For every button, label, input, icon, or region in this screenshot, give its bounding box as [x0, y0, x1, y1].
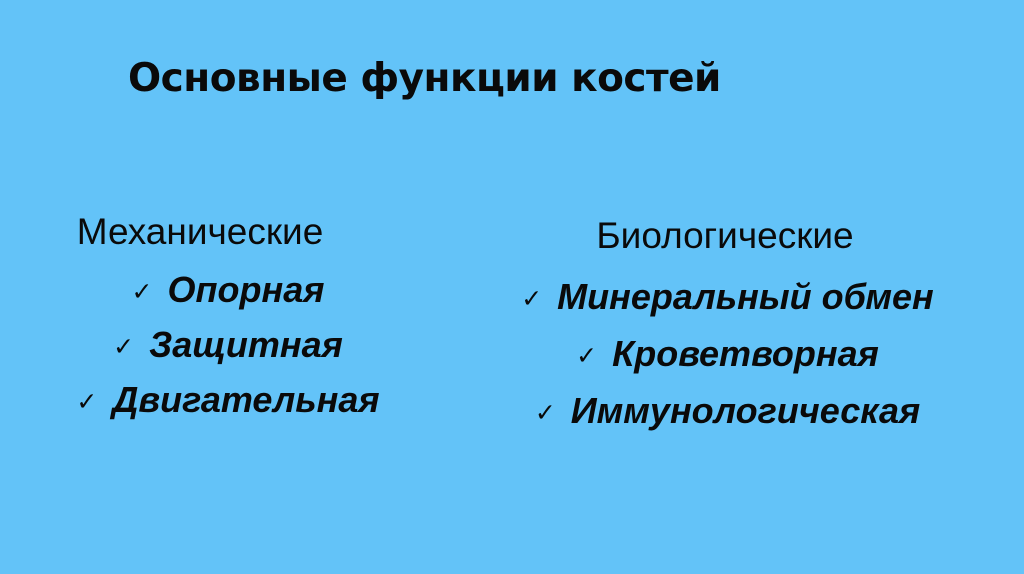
list-biological: [480, 268, 975, 439]
check-icon: ✓: [521, 285, 543, 313]
list-item-label: Минеральный обмен: [557, 276, 934, 317]
list-item: [33, 262, 423, 317]
column-heading-biological: Биологические: [596, 215, 854, 256]
list-item: [33, 372, 423, 427]
list-item: [33, 317, 423, 372]
list-mechanical: [33, 262, 423, 427]
list-item-label: Защитная: [149, 324, 343, 365]
list-item: [480, 382, 975, 439]
check-icon: ✓: [131, 278, 153, 306]
check-icon: ✓: [113, 333, 135, 361]
check-icon: ✓: [576, 342, 598, 370]
check-icon: ✓: [534, 399, 556, 427]
list-item: [480, 325, 975, 382]
list-item-label: Двигательная: [112, 379, 380, 420]
list-item-label: Иммунологическая: [570, 390, 921, 431]
check-icon: ✓: [76, 388, 98, 416]
column-heading-mechanical: Механические: [76, 211, 324, 252]
list-item-label: Опорная: [167, 269, 325, 310]
list-item-label: Кроветворная: [612, 333, 879, 374]
list-item: [480, 268, 975, 325]
slide-title: Основные функции костей: [128, 56, 721, 101]
